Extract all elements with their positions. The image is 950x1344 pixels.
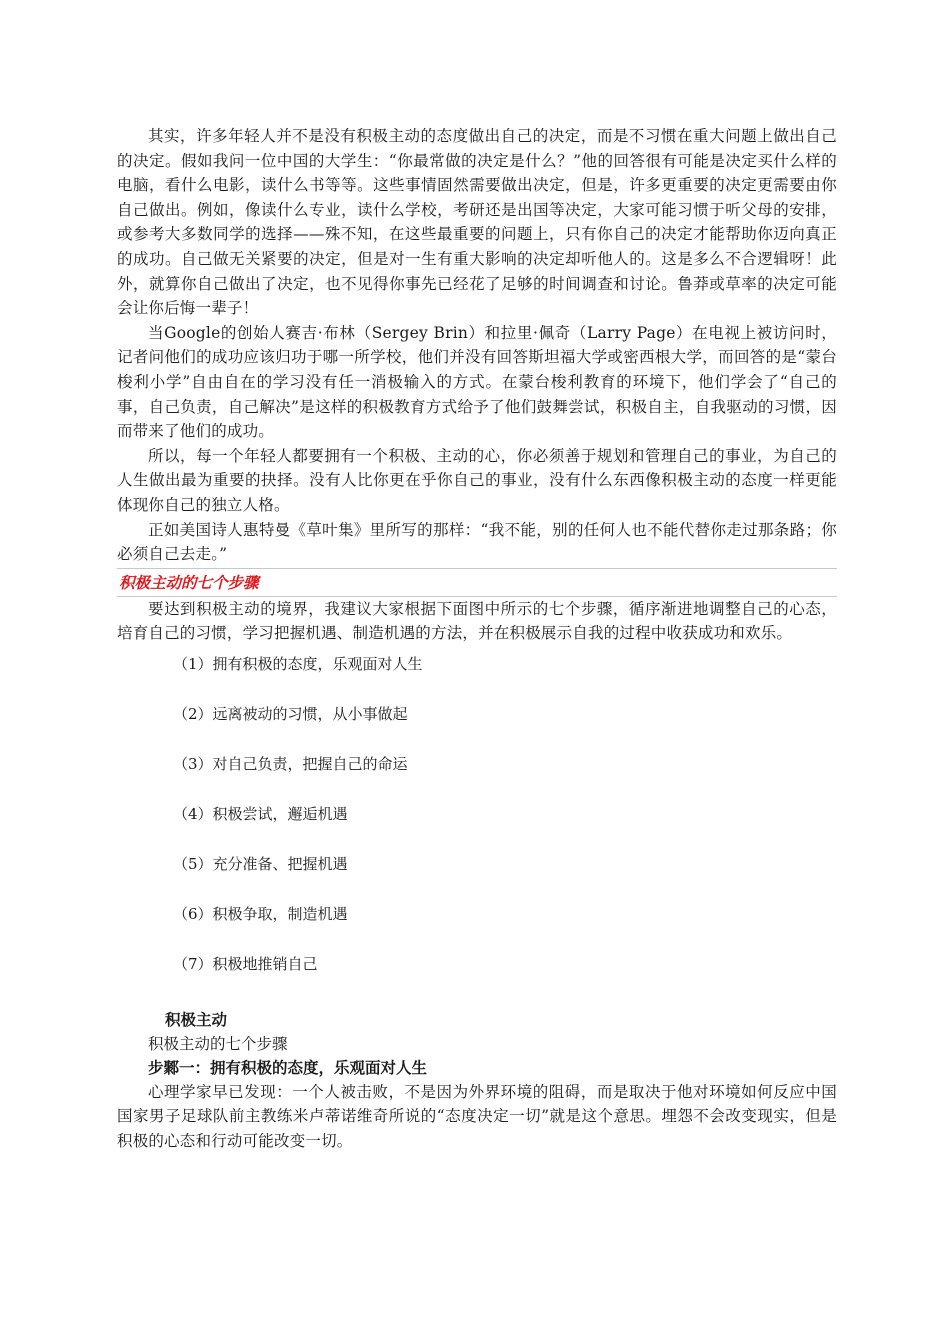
intro-paragraph: 要达到积极主动的境界，我建议大家根据下面图中所示的七个步骤，循序渐进地调整自己的心态，培育自己的习惯，学习把握机遇、制造机遇的方法，并在积极展示自我的过程中收获成功和欢乐。 <box>117 599 837 643</box>
paragraph-google-founders: 当Google的创始人赛吉·布林（Sergey Brin）和拉里·佩奇（Larry Page）在电视上被访问时，记者问他们的成功应该归功于哪一所学校，他们并没有回答斯坦福大学或密西根大学，而回答的是“蒙台梭利小学”自由自在的学习没有任一消极输入的方式。在蒙台梭利教育的环境下，他们学会了“自己的事，自己负责，自己解决”是这样的积极教育方式给予了他们鼓舞尝试，积极自主，自我驱动的习惯，因而带来了他们的成功。 <box>117 323 837 441</box>
section-title: 积极主动的七个步骤 <box>119 573 259 592</box>
section-divider-top <box>117 568 837 569</box>
document-body <box>117 124 837 1154</box>
subtopic-heading: 积极主动的七个步骤 <box>148 1034 288 1053</box>
step-one-body: 心理学家早已发现：一个人被击败，不是因为外界环境的阻碍，而是取决于他对环境如何反应中国国家男子足球队前主教练米卢蒂诺维奇所说的“态度决定一切”就是这个意思。埋怨不会改变现实，但是积极的心态和行动可能改变一切。 <box>117 1082 837 1151</box>
list-item: （4）积极尝试，邂逅机遇 <box>173 804 348 823</box>
paragraph-decisions: 其实，许多年轻人并不是没有积极主动的态度做出自己的决定，而是不习惯在重大问题上做出自己的决定。假如我问一位中国的大学生：“你最常做的决定是什么？”他的回答很有可能是决定买什么样的电脑，看什么电影，读什么书等等。这些事情固然需要做出决定，但是，许多更重要的决定更需要由你自己做出。例如，像读什么专业，读什么学校，考研还是出国等决定，大家可能习惯于听父母的安排，或参考大多数同学的选择——殊不知，在这些最重要的问题上，只有你自己的决定才能帮助你迈向真正的成功。自己做无关紧要的决定，但是对一生有重大影响的决定却听他人的。这是多么不合逻辑呀！此外，就算你自己做出了决定，也不见得你事先已经花了足够的时间调查和讨论。鲁莽或草率的决定可能会让你后悔一辈子！ <box>117 127 837 318</box>
list-item: （6）积极争取，制造机遇 <box>173 904 348 923</box>
list-item: （1）拥有积极的态度，乐观面对人生 <box>173 654 423 673</box>
list-item: （2）远离被动的习惯，从小事做起 <box>173 704 408 723</box>
step-one-heading: 步鄹一：拥有积极的态度，乐观面对人生 <box>148 1058 428 1077</box>
list-item: （7）积极地推销自己 <box>173 954 318 973</box>
paragraph-whitman-quote: 正如美国诗人惠特曼《草叶集》里所写的那样：“我不能，别的任何人也不能代替你走过那条路；你必须自己去走。” <box>117 520 837 564</box>
list-item: （3）对自己负责，把握自己的命运 <box>173 754 408 773</box>
topic-heading: 积极主动 <box>165 1010 228 1029</box>
list-item: （5）充分准备、把握机遇 <box>173 854 348 873</box>
steps-list <box>117 652 837 1002</box>
paragraph-conclusion: 所以，每一个年轻人都要拥有一个积极、主动的心，你必须善于规划和管理自己的事业，为自己的人生做出最为重要的抉择。没有人比你更在乎你自己的事业，没有什么东西像积极主动的态度一样更能体现你自己的独立人格。 <box>117 446 837 514</box>
